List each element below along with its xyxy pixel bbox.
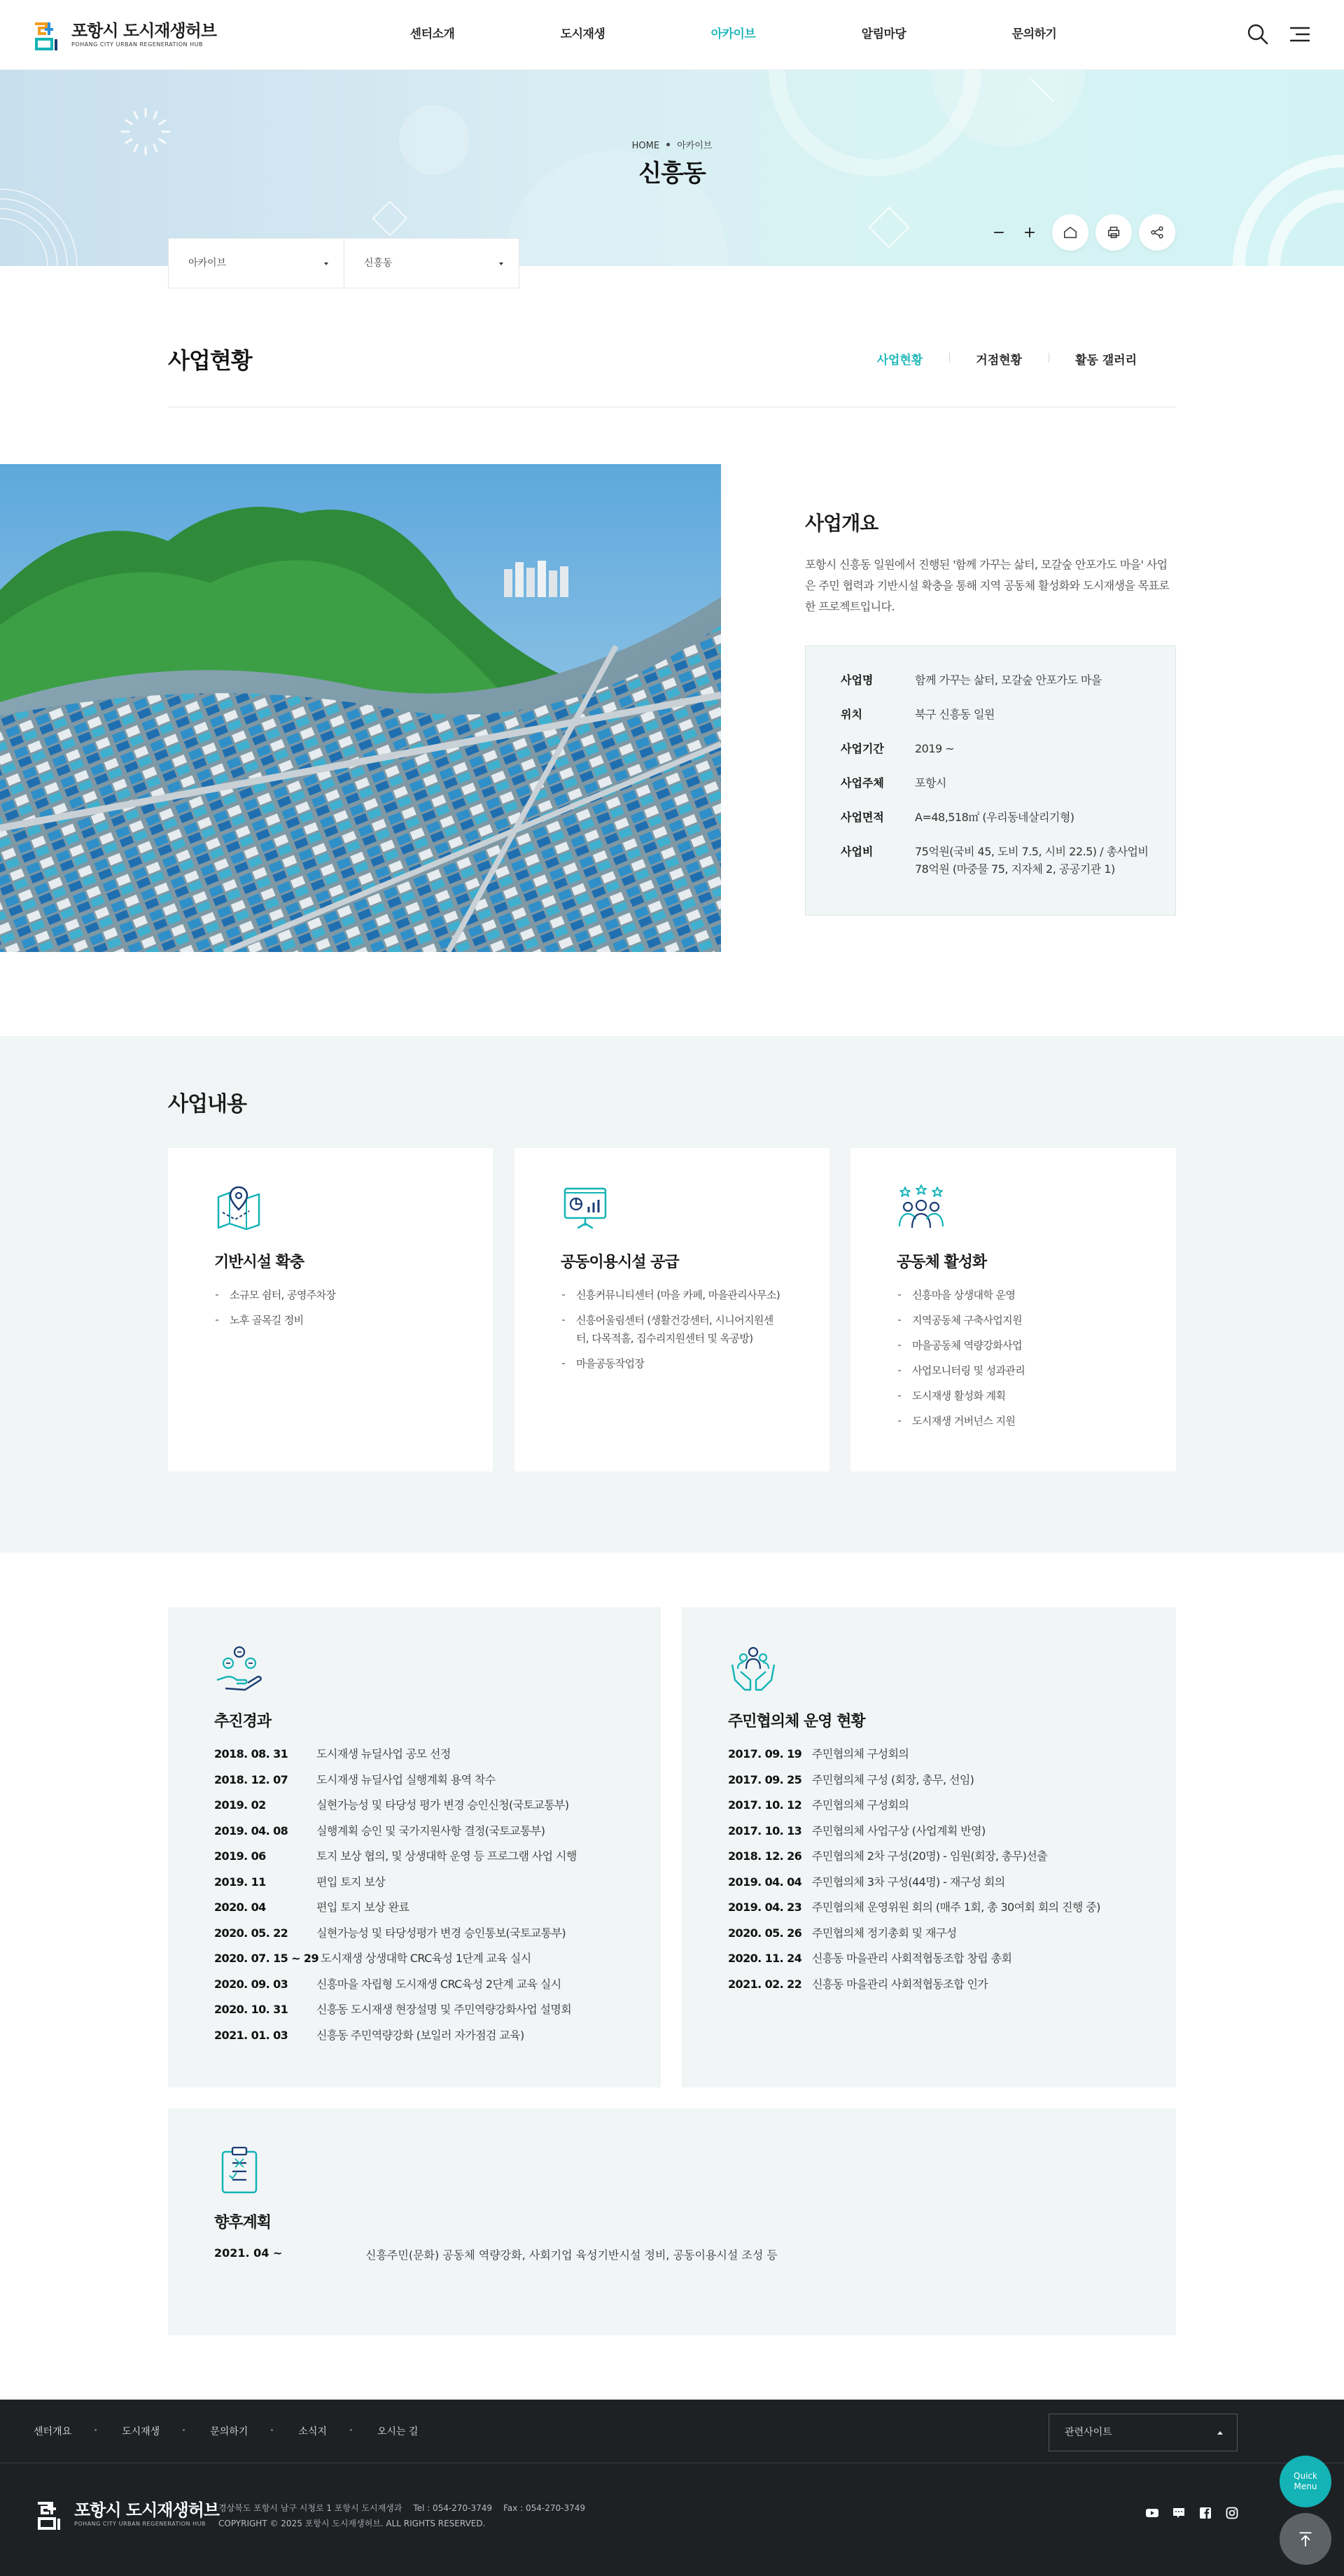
breadcrumb-current[interactable]: 아카이브: [677, 141, 713, 151]
family-site-select[interactable]: [1049, 2414, 1238, 2451]
share-button[interactable]: [1139, 214, 1175, 251]
hands-group-icon: [728, 1644, 778, 1694]
presentation-board-icon: [561, 1183, 610, 1232]
info-value: 북구 신흥동 일원: [915, 708, 995, 721]
row-text: 주민협의체 구성회의: [812, 1798, 909, 1812]
footer-logo-title: 포항시 도시재생허브: [74, 2500, 220, 2520]
tab-base-status[interactable]: 거점현황: [949, 350, 1049, 368]
site-footer: [0, 2400, 1344, 2576]
row-text: 도시재생 뉴딜사업 공모 선정: [316, 1747, 451, 1760]
table-row: [214, 1745, 661, 1763]
row-text: 주민협의체 3차 구성(44명) - 재구성 회의: [812, 1875, 1005, 1889]
footer-logo-subtitle: POHANG CITY URBAN REGENERATION HUB: [74, 2521, 206, 2527]
section-title: 사업현황: [168, 347, 252, 374]
table-row: [728, 1949, 1176, 1967]
row-date: 2019. 06: [214, 1849, 266, 1863]
depth2-select[interactable]: [344, 239, 519, 288]
info-row: [841, 808, 1175, 826]
row-text: 주민협의체 2차 구성(20명) - 임원(회장, 총무)선출: [812, 1849, 1047, 1863]
footer-link-contact[interactable]: 문의하기: [210, 2424, 273, 2438]
depth1-select-value: 아카이브: [188, 258, 227, 269]
map-pin-icon: [214, 1183, 263, 1232]
table-row: [728, 1924, 1176, 1942]
footer-copyright: COPYRIGHT © 2025 포항시 도시재생허브. ALL RIGHTS RESERVED.: [218, 2519, 486, 2528]
logo-subtitle: POHANG CITY URBAN REGENERATION HUB: [71, 41, 203, 48]
row-text: 토지 보상 협의, 및 상생대학 운영 등 프로그램 사업 시행: [316, 1849, 577, 1863]
logo-mark-icon: [31, 18, 66, 52]
row-date: 2019. 11: [214, 1875, 266, 1889]
page-hero: [0, 70, 1344, 266]
chevron-down-icon: [324, 262, 328, 265]
row-text: 주민협의체 정기총회 및 재구성: [812, 1926, 957, 1940]
overview-description: 포항시 신흥동 일원에서 진행된 '함께 가꾸는 삶터, 모갈숲 안포가도 마을' 사업은 주민 협력과 기반시설 확충을 통해 지역 공동체 활성화와 도시재생을 목표로 한 프로젝트입니다.: [805, 558, 1170, 613]
zoom-out-button[interactable]: −: [992, 223, 1006, 241]
info-row: [841, 774, 1175, 792]
blog-icon[interactable]: [1172, 2506, 1186, 2520]
row-date: 2017. 10. 13: [728, 1823, 802, 1837]
info-row: [841, 843, 1175, 878]
card-list: [561, 1286, 830, 1373]
nav-center-intro[interactable]: 센터소개: [410, 27, 455, 41]
table-row: [728, 1796, 1176, 1814]
council-title: 주민협의체 운영 현황: [728, 1713, 865, 1730]
card-list: [897, 1286, 1149, 1430]
page-tools: [983, 214, 1175, 251]
info-row: [841, 706, 1175, 723]
table-row: [214, 1847, 661, 1865]
progress-title: 추진경과: [214, 1713, 272, 1730]
row-date: 2020. 07. 15 ~ 29: [214, 1952, 318, 1965]
site-logo[interactable]: [31, 18, 216, 52]
list-item: 마을공동체 역량강화사업: [897, 1336, 1121, 1354]
zoom-in-button[interactable]: +: [1023, 223, 1037, 241]
info-value: A=48,518㎡ (우리동네살리기형): [915, 811, 1074, 824]
table-row: [214, 1924, 661, 1942]
footer-link-center-overview[interactable]: 센터개요: [34, 2424, 97, 2438]
row-text: 주민협의체 구성 (회장, 총무, 선임): [812, 1772, 974, 1786]
row-date: 2020. 05. 26: [728, 1926, 802, 1940]
info-value: 2019 ~: [915, 742, 955, 755]
info-row: [841, 671, 1175, 689]
nav-urban-regeneration[interactable]: 도시재생: [560, 27, 606, 41]
section-header: [168, 329, 1176, 407]
row-date: 2020. 10. 31: [214, 2003, 288, 2016]
table-row: [728, 1873, 1176, 1891]
table-row: [214, 2246, 1176, 2262]
footer-tel: Tel : 054-270-3749: [413, 2503, 493, 2513]
info-key: 위치: [841, 708, 862, 721]
home-button[interactable]: [1052, 214, 1088, 251]
list-item: 도시재생 활성화 계획: [897, 1387, 1121, 1405]
logo-mark-icon: [34, 2498, 69, 2531]
table-row: [728, 1822, 1176, 1840]
quick-menu-line2: Menu: [1294, 2482, 1317, 2491]
row-date: 2020. 04: [214, 1900, 266, 1914]
row-date: 2019. 04. 04: [728, 1875, 802, 1889]
community-people-icon: [897, 1183, 946, 1232]
list-item: 사업모니터링 및 성과관리: [897, 1362, 1121, 1380]
row-text: 도시재생 뉴딜사업 실행계획 용역 착수: [316, 1772, 496, 1786]
tab-activity-gallery[interactable]: 활동 갤러리: [1049, 350, 1163, 368]
nav-contact[interactable]: 문의하기: [1011, 27, 1057, 41]
logo-title: 포항시 도시재생허브: [71, 21, 217, 41]
info-value: 75억원(국비 45, 도비 7.5, 시비 22.5) / 총사업비 78억원 (마중물 75, 지자체 2, 공공기관 1): [915, 845, 1149, 876]
location-selects: [168, 238, 519, 288]
info-value: 포항시: [915, 776, 946, 790]
business-content-section: [0, 1036, 1344, 1553]
business-card: [850, 1148, 1176, 1471]
progress-list: [214, 1745, 661, 2044]
table-row: [728, 1771, 1176, 1788]
breadcrumb-home[interactable]: HOME: [631, 141, 660, 151]
row-date: 2018. 08. 31: [214, 1747, 288, 1760]
table-row: [214, 1975, 661, 1993]
list-item: 신흥마을 상생대학 운영: [897, 1286, 1121, 1304]
list-item: 신흥어울림센터 (생활건강센터, 시니어지원센터, 다목적홀, 집수리지원센터 및 옥공방): [561, 1311, 785, 1348]
row-date: 2018. 12. 07: [214, 1772, 288, 1786]
row-date: 2021. 04 ~: [214, 2246, 283, 2260]
card-title: 기반시설 확충: [214, 1254, 304, 1271]
row-date: 2020. 09. 03: [214, 1977, 288, 1991]
table-row: [214, 1822, 661, 1840]
sns-links: [1145, 2506, 1239, 2520]
row-date: 2021. 01. 03: [214, 2028, 288, 2042]
footer-link-directions[interactable]: 오시는 길: [377, 2426, 419, 2437]
info-key: 사업면적: [841, 811, 884, 824]
list-item: 지역공동체 구축사업지원: [897, 1311, 1121, 1329]
list-item: 마을공동작업장: [561, 1354, 785, 1373]
list-item: 신흥커뮤니티센터 (마을 카페, 마을관리사무소): [561, 1286, 785, 1304]
overview-info-table: [805, 645, 1176, 916]
home-icon: [1063, 225, 1078, 240]
arrow-up-icon: [1296, 2530, 1315, 2548]
row-date: 2019. 04. 08: [214, 1823, 288, 1837]
row-text: 주민협의체 사업구상 (사업계획 반영): [812, 1823, 986, 1837]
table-row: [728, 1745, 1176, 1763]
row-text: 편입 토지 보상: [316, 1875, 386, 1889]
business-card: [168, 1148, 493, 1471]
chevron-up-icon: [1217, 2431, 1223, 2435]
info-value: 함께 가꾸는 삶터, 모갈숲 안포가도 마을: [915, 673, 1102, 687]
quick-menu-button[interactable]: [1280, 2456, 1331, 2507]
list-item: 노후 골목길 정비: [214, 1311, 438, 1329]
row-text: 신흥주민(문화) 공동체 역량강화, 사회기업 육성기반시설 정비, 공동이용시설 조성 등: [365, 2248, 778, 2262]
row-date: 2021. 02. 22: [728, 1977, 802, 1991]
row-text: 편입 토지 보상 완료: [316, 1900, 410, 1914]
row-text: 신흥동 마을관리 사회적협동조합 인가: [812, 1977, 988, 1991]
site-header: [0, 0, 1344, 70]
menu-icon[interactable]: [1288, 22, 1312, 46]
print-button[interactable]: [1096, 214, 1132, 251]
main-nav: [357, 0, 1110, 70]
hand-coins-icon: [214, 1644, 265, 1694]
footer-link-newsletter[interactable]: 소식지: [298, 2424, 352, 2438]
quick-menu-line1: Quick: [1294, 2471, 1317, 2481]
table-row: [214, 1898, 661, 1916]
list-item: 소규모 쉼터, 공영주차장: [214, 1286, 438, 1304]
table-row: [728, 1898, 1176, 1916]
footer-address: 경상북도 포항시 남구 시청로 1 포항시 도시재생과: [218, 2503, 402, 2513]
progress-box: [168, 1607, 661, 2087]
breadcrumb: [0, 138, 1344, 151]
card-list: [214, 1286, 493, 1329]
council-list: [728, 1745, 1176, 1993]
row-text: 신흥동 도시재생 현장설명 및 주민역량강화사업 설명회: [316, 2003, 572, 2016]
table-row: [214, 1949, 661, 1967]
clipboard-icon: [214, 2145, 265, 2195]
footer-logo: [34, 2498, 219, 2531]
facebook-icon[interactable]: [1198, 2506, 1212, 2520]
table-row: [728, 1975, 1176, 1993]
table-row: [214, 1771, 661, 1788]
youtube-icon[interactable]: [1145, 2506, 1159, 2520]
row-text: 실현가능성 및 타당성 평가 변경 승인신청(국토교통부): [316, 1798, 569, 1812]
scroll-top-button[interactable]: [1280, 2513, 1331, 2565]
footer-link-urban-regeneration[interactable]: 도시재생: [122, 2424, 185, 2438]
depth2-select-value: 신흥동: [364, 258, 393, 269]
council-box: [682, 1607, 1176, 2087]
row-date: 2019. 04. 23: [728, 1900, 802, 1914]
row-date: 2020. 11. 24: [728, 1952, 802, 1965]
family-site-label: 관련사이트: [1065, 2427, 1112, 2438]
row-date: 2019. 02: [214, 1798, 266, 1812]
card-title: 공동이용시설 공급: [561, 1254, 679, 1271]
print-icon: [1106, 225, 1121, 240]
card-title: 공동체 활성화: [897, 1254, 987, 1271]
plan-title: 향후계획: [214, 2214, 272, 2232]
row-date: 2017. 10. 12: [728, 1798, 802, 1812]
row-text: 주민협의체 운영위원 회의 (매주 1회, 총 30여회 회의 진행 중): [812, 1900, 1100, 1914]
table-row: [728, 1847, 1176, 1865]
footer-fax: Fax : 054-270-3749: [503, 2503, 585, 2513]
row-text: 신흥마을 자립형 도시재생 CRC육성 2단계 교육 실시: [316, 1977, 561, 1991]
row-text: 도시재생 상생대학 CRC육성 1단계 교육 실시: [321, 1952, 531, 1965]
table-row: [214, 2026, 661, 2044]
list-item: 도시재생 거버넌스 지원: [897, 1412, 1121, 1430]
row-date: 2017. 09. 19: [728, 1747, 802, 1760]
table-row: [214, 1796, 661, 1814]
row-text: 주민협의체 구성회의: [812, 1747, 909, 1760]
info-key: 사업명: [841, 673, 874, 687]
business-card: [514, 1148, 830, 1471]
row-text: 실행계획 승인 및 국가지원사항 결정(국토교통부): [316, 1823, 545, 1837]
footer-info: [218, 2500, 585, 2531]
row-date: 2017. 09. 25: [728, 1772, 802, 1786]
row-date: 2020. 05. 22: [214, 1926, 288, 1940]
depth1-select[interactable]: [169, 239, 344, 288]
header-utilities: [1246, 22, 1312, 46]
row-text: 실현가능성 및 타당성평가 변경 승인통보(국토교통부): [316, 1926, 566, 1940]
table-row: [214, 2001, 661, 2018]
chevron-down-icon: [499, 262, 503, 265]
business-title: 사업내용: [168, 1092, 246, 1116]
plan-box: [168, 2108, 1176, 2335]
nav-notice[interactable]: 알림마당: [861, 27, 906, 41]
share-icon: [1149, 225, 1165, 240]
row-text: 신흥동 주민역량강화 (보일러 자가점검 교육): [316, 2028, 524, 2042]
page-title: 신흥동: [638, 160, 706, 188]
info-key: 사업비: [841, 845, 874, 858]
search-icon[interactable]: [1246, 22, 1270, 46]
instagram-icon[interactable]: [1225, 2506, 1239, 2520]
nav-archive[interactable]: 아카이브: [710, 27, 756, 41]
tab-business-status[interactable]: 사업현황: [876, 354, 923, 368]
footer-nav: [34, 2400, 468, 2463]
table-row: [214, 1873, 661, 1891]
info-key: 사업기간: [841, 742, 884, 755]
aerial-village-photo: [0, 464, 721, 952]
row-text: 신흥동 마을관리 사회적협동조합 창립 총회: [812, 1952, 1012, 1965]
overview-title: 사업개요: [805, 512, 878, 535]
info-key: 사업주체: [841, 776, 884, 790]
info-row: [841, 740, 1175, 757]
sub-tabs: [850, 350, 1163, 368]
row-date: 2018. 12. 26: [728, 1849, 802, 1863]
